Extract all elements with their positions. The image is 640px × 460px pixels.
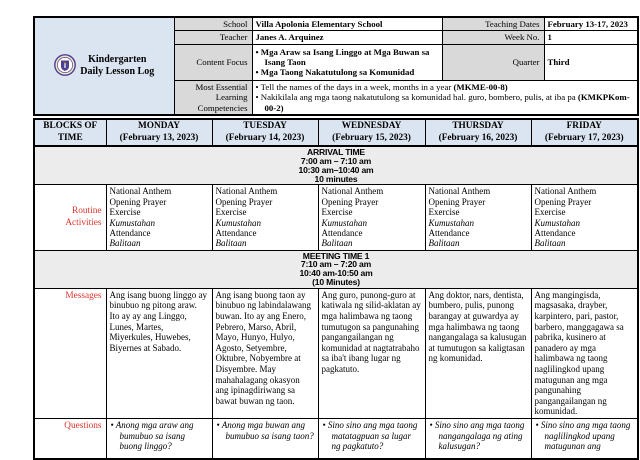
routine-activity: Attendance bbox=[534, 227, 576, 238]
routine-activity: National Anthem bbox=[428, 186, 491, 197]
question-cell bbox=[425, 418, 531, 459]
messages-row bbox=[34, 288, 638, 418]
routine-activity: Kumustahan bbox=[215, 217, 262, 228]
message-cell: Ang isang buong linggo ay binubuo ng pitong araw. Ito ay ay ang Linggo, Lunes, Martes, Miyerkules, Huwebes, Biyernes at Sabado. bbox=[106, 288, 212, 418]
question-text: • Sino sino ang mga taong matatagpuan sa lugar ng pagkatuto? bbox=[322, 419, 418, 452]
question-cell bbox=[531, 418, 638, 459]
meeting-time-row bbox=[34, 250, 638, 288]
question-text: • Sino sino ang mga taong naglilingkod upang matugunan ang bbox=[535, 419, 631, 452]
day-date: (February 14, 2023) bbox=[225, 132, 305, 143]
routine-activity: National Anthem bbox=[215, 186, 278, 197]
app-title-line1: Kindergarten bbox=[88, 53, 147, 65]
routine-activity: Exercise bbox=[215, 207, 247, 218]
message-cell: Ang doktor, nars, dentista, bumbero, pulis, punong barangay at guwardya ay mga halimbawa ng taong nangangalaga sa kalusugan at tumutugon sa kaligtasan ng komunidad. bbox=[425, 288, 531, 418]
questions-row bbox=[34, 418, 638, 459]
school-value: Villa Apolonia Elementary School bbox=[252, 17, 442, 31]
quarter-value: Third bbox=[544, 44, 638, 80]
routine-activity: National Anthem bbox=[109, 186, 172, 197]
routine-activity: Kumustahan bbox=[321, 217, 368, 228]
routine-activity: Attendance bbox=[321, 227, 363, 238]
arrival-time-band bbox=[34, 146, 638, 185]
routine-cell bbox=[212, 185, 318, 250]
week-no-label: Week No. bbox=[442, 31, 544, 44]
routine-activity: Opening Prayer bbox=[109, 196, 167, 207]
arrival-title: ARRIVAL TIME bbox=[307, 147, 365, 158]
routine-activity: Balitaan bbox=[428, 238, 460, 249]
day-name: THURSDAY bbox=[452, 121, 504, 131]
meeting-time-line: (10 Minutes) bbox=[312, 277, 360, 288]
content-focus-list bbox=[256, 47, 439, 78]
logo-cell bbox=[34, 17, 174, 115]
deped-seal-logo bbox=[54, 54, 76, 78]
meeting-time-band bbox=[34, 250, 638, 288]
routine-activity: National Anthem bbox=[321, 186, 384, 197]
day-name: WEDNESDAY bbox=[341, 121, 402, 131]
routine-activity: Exercise bbox=[534, 207, 566, 218]
teaching-dates-label: Teaching Dates bbox=[442, 17, 544, 31]
question-cell bbox=[212, 418, 318, 459]
routine-activity: National Anthem bbox=[534, 186, 597, 197]
routine-activity: Attendance bbox=[428, 227, 470, 238]
messages-label: Messages bbox=[34, 288, 106, 418]
info-table bbox=[33, 16, 639, 116]
routine-cell bbox=[425, 185, 531, 250]
routine-activity: Attendance bbox=[109, 227, 151, 238]
arrival-time-line: 10 minutes bbox=[314, 173, 358, 184]
routine-activities-label: Routine Activities bbox=[34, 185, 106, 250]
app-title bbox=[80, 54, 154, 78]
meeting-time-line: 7:10 am – 7:20 am bbox=[300, 259, 372, 270]
melc-list bbox=[256, 82, 635, 113]
day-name: MONDAY bbox=[137, 121, 180, 131]
content-focus-item: • Mga Araw sa Isang Linggo at Mga Buwan sa Isang Taon bbox=[255, 46, 430, 68]
arrival-time-row bbox=[34, 146, 638, 185]
routine-activity: Exercise bbox=[109, 207, 141, 218]
content-focus-label: Content Focus bbox=[174, 44, 252, 80]
question-cell bbox=[106, 418, 212, 459]
quarter-label: Quarter bbox=[442, 44, 544, 80]
routine-cell bbox=[531, 185, 638, 250]
routine-activity: Exercise bbox=[321, 207, 353, 218]
teacher-label: Teacher bbox=[174, 31, 252, 44]
arrival-time-line: 10:30 am–10:40 am bbox=[298, 164, 374, 175]
schedule-table bbox=[33, 118, 639, 460]
week-no-value: 1 bbox=[544, 31, 638, 44]
meeting-title: MEETING TIME 1 bbox=[302, 250, 370, 261]
routine-activity: Opening Prayer bbox=[215, 196, 273, 207]
routine-activity: Opening Prayer bbox=[428, 196, 486, 207]
melc-item: • Nakikilala ang mga taong nakatutulong sa komunidad hal. guro, bombero, pulis, at iba pa (KMKPKom-00-2) bbox=[255, 92, 630, 113]
routine-activities-row bbox=[34, 185, 638, 250]
message-cell: Ang isang buong taon ay binubuo ng labindalawang buwan. Ito ay ang Enero, Pebrero, Marso, Abril, Mayo, Hunyo, Hulyo, Agosto, Setyembre, Oktubre, Nobyembre at Disyembre. May mahahalagang okasyon ang ipinagdiriwang sa bawat buwan ng taon. bbox=[212, 288, 318, 418]
melc-label: Most Essential Learning Competencies bbox=[174, 80, 252, 115]
teacher-value: Janes A. Arquinez bbox=[252, 31, 442, 44]
school-label: School bbox=[174, 17, 252, 31]
day-header-row bbox=[34, 119, 638, 146]
routine-activity: Opening Prayer bbox=[321, 196, 379, 207]
day-header-wednesday bbox=[318, 119, 425, 146]
day-header-monday bbox=[106, 119, 212, 146]
routine-activity: Exercise bbox=[428, 207, 460, 218]
routine-activity: Balitaan bbox=[215, 238, 247, 249]
day-date: (February 13, 2023) bbox=[119, 132, 199, 143]
melc-item: • Tell the names of the days in a week, months in a year (MKME-00-8) bbox=[255, 81, 508, 92]
day-date: (February 16, 2023) bbox=[438, 132, 518, 143]
day-name: FRIDAY bbox=[566, 121, 602, 131]
day-header-thursday bbox=[425, 119, 531, 146]
routine-activity: Balitaan bbox=[109, 238, 141, 249]
routine-cell bbox=[318, 185, 425, 250]
arrival-time-line: 7:00 am – 7:10 am bbox=[300, 155, 372, 166]
routine-activity: Balitaan bbox=[321, 238, 353, 249]
day-header-friday bbox=[531, 119, 638, 146]
routine-cell bbox=[106, 185, 212, 250]
content-focus-value bbox=[252, 44, 442, 80]
day-header-tuesday bbox=[212, 119, 318, 146]
teaching-dates-value: February 13-17, 2023 bbox=[544, 17, 638, 31]
questions-label: Questions bbox=[34, 418, 106, 459]
question-text: • Anong mga araw ang bumubuo sa isang buong linggo? bbox=[110, 419, 194, 452]
message-cell: Ang guro, punong-guro at katiwala ng silid-aklatan ay mga halimbawa ng taong tumutugon sa pangunahing pangangailangan ng komunidad at nagtatrabaho sa iba't ibang lugar ng pagkatuto. bbox=[318, 288, 425, 418]
meeting-time-line: 10:40 am-10:50 am bbox=[299, 268, 373, 279]
routine-activity: Kumustahan bbox=[428, 217, 475, 228]
day-date: (February 15, 2023) bbox=[332, 132, 411, 143]
content-focus-item: • Mga Taong Nakatutulong sa Komunidad bbox=[255, 67, 415, 78]
question-cell bbox=[318, 418, 425, 459]
melc-value bbox=[252, 80, 638, 115]
routine-activity: Balitaan bbox=[534, 238, 566, 249]
day-date: (February 17, 2023) bbox=[544, 132, 624, 143]
app-title-line2: Daily Lesson Log bbox=[80, 65, 155, 77]
routine-activity: Kumustahan bbox=[109, 217, 156, 228]
question-text: • Anong mga buwan ang bumubuo sa isang taon? bbox=[216, 419, 314, 441]
routine-activity: Attendance bbox=[215, 227, 257, 238]
blocks-of-time-header: BLOCKS OF TIME bbox=[34, 119, 106, 146]
question-text: • Sino sino ang mga taong nangangalaga ng ating kalusugan? bbox=[429, 419, 525, 452]
routine-activity: Opening Prayer bbox=[534, 196, 592, 207]
routine-activity: Kumustahan bbox=[534, 217, 581, 228]
day-name: TUESDAY bbox=[243, 121, 287, 131]
message-cell: Ang mangingisda, magsasaka, drayber, karpintero, pari, pastor, barbero, manggagawa sa pabrika, kusinero at panadero ay mga halimbawa ng taong naglilingkod upang matugunan ang mga pangunahing pangangailangan ng komunidad. bbox=[531, 288, 638, 418]
